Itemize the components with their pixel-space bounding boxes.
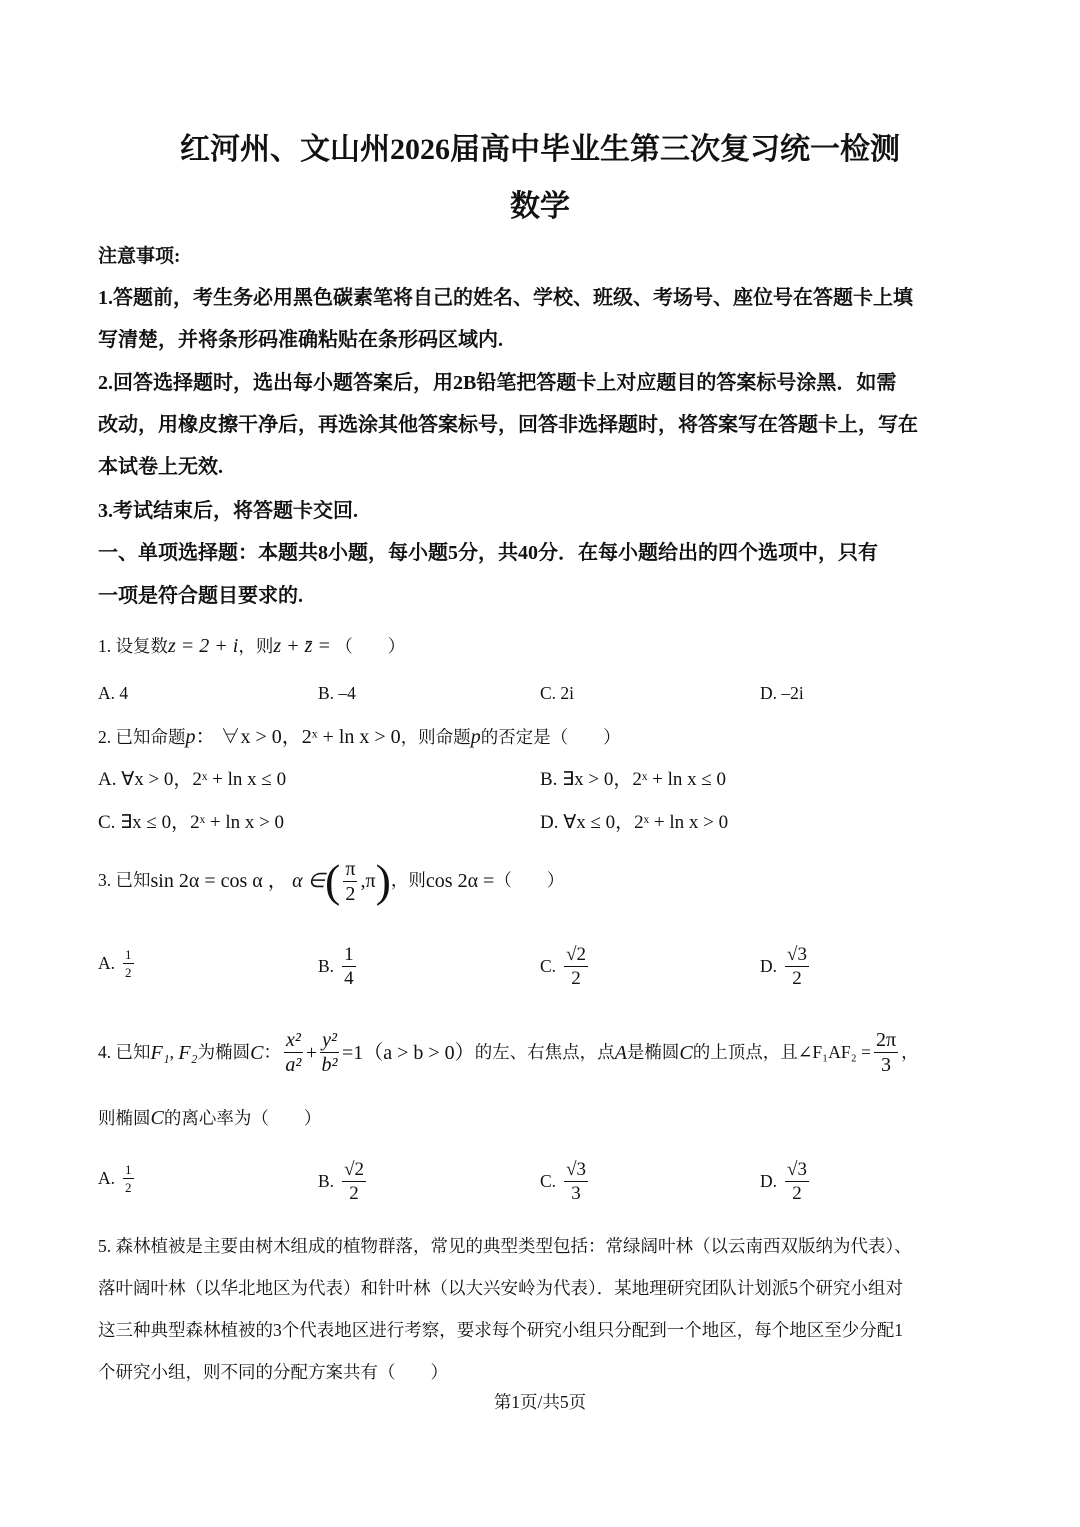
- answer-blank: （ ）: [494, 870, 565, 891]
- notice-line: 写清楚，并将条形码准确粘贴在条形码区域内.: [98, 329, 503, 351]
- fraction: [284, 1030, 303, 1075]
- denominator: 2: [792, 968, 802, 989]
- option-b: B. –4: [318, 683, 356, 703]
- fraction: [320, 1030, 339, 1075]
- comma: ，: [901, 1041, 919, 1062]
- question-5-line: 这三种典型森林植被的3个代表地区进行考察，要求每个研究小组只分配到一个地区，每个地区至少分配1: [98, 1320, 903, 1340]
- q4-text: 为椭圆: [197, 1041, 251, 1062]
- q2-statement: ： ∀x > 0，2ˣ + ln x > 0: [195, 726, 401, 748]
- numerator: 1: [125, 1162, 132, 1177]
- q4-c: C: [150, 1107, 164, 1129]
- q4-text: 是椭圆: [626, 1041, 680, 1062]
- q2-suffix: 的否定是（ ）: [480, 727, 621, 747]
- denominator: a²: [285, 1054, 302, 1076]
- option-c: [540, 1160, 591, 1203]
- q3-expr: sin 2α = cos α ，: [150, 870, 288, 892]
- numerator: 1: [344, 944, 354, 965]
- option-c: C. ∃x ≤ 0，2ˣ + ln x > 0: [98, 812, 285, 833]
- numerator: √3: [566, 1159, 586, 1180]
- option-d: [760, 945, 812, 988]
- denominator: 3: [571, 1183, 581, 1204]
- option-label: D.: [760, 955, 778, 976]
- option-d: D. ∀x ≤ 0，2ˣ + ln x > 0: [540, 812, 729, 833]
- numerator: √3: [787, 1159, 807, 1180]
- q2-p: p: [470, 726, 481, 748]
- option-a: A. 4: [98, 683, 129, 703]
- notice-line: 1.答题前，考生务必用黑色碳素笔将自己的姓名、学校、班级、考场号、座位号在答题卡上填: [98, 287, 913, 309]
- option-label: A.: [98, 1167, 116, 1188]
- q2-mid: ，则命题: [400, 727, 471, 747]
- option-label: D.: [760, 1170, 778, 1191]
- numerator: 2π: [875, 1029, 897, 1051]
- fraction: [564, 945, 588, 988]
- question-4-line2: [98, 1108, 321, 1128]
- fraction: [564, 1160, 588, 1203]
- q3-mid: ，则: [390, 870, 426, 891]
- q1-prefix: 1. 设复数: [98, 636, 168, 656]
- q4-f2: F₂: [178, 1041, 198, 1064]
- notice-line: 改动，用橡皮擦干净后，再选涂其他答案标号，回答非选择题时，将答案写在答题卡上，写在: [98, 414, 918, 436]
- numerator: x²: [285, 1029, 301, 1051]
- answer-blank: （ ）: [335, 636, 406, 656]
- q4-angle: 的上顶点，且∠F₁AF₂ =: [692, 1041, 871, 1062]
- option-label: C.: [540, 1170, 557, 1191]
- numerator: 1: [125, 947, 132, 962]
- option-c: [540, 945, 591, 988]
- denominator: 2: [571, 968, 581, 989]
- denominator: 2: [792, 1183, 802, 1204]
- denominator: b²: [321, 1054, 338, 1076]
- option-label: B.: [318, 955, 335, 976]
- numerator: √2: [344, 1159, 364, 1180]
- numerator: √3: [787, 944, 807, 965]
- q4-c: C: [679, 1041, 693, 1064]
- q3-expr3: cos 2α =: [425, 870, 495, 892]
- notice-heading: 注意事项:: [98, 246, 181, 267]
- question-5-line: 个研究小组，则不同的分配方案共有（ ）: [98, 1362, 448, 1382]
- denominator: 2: [349, 1183, 359, 1204]
- question-4: 4. 已知 F₁ , F₂ 为椭圆 C ： $\frac{\text{x²}}{\text{a²}}$ + $\frac{\text{y²}}{\text{b²}}$ =1（a > b > 0） 的左、右焦点，点 A 是椭圆 C 的上顶点，且∠F₁AF₂ = $\frac{2\pi}{3}$ ，: [98, 1029, 919, 1076]
- denominator: 3: [881, 1054, 892, 1076]
- numerator: π: [345, 857, 356, 880]
- fraction: [874, 1030, 898, 1075]
- fraction: [785, 1160, 809, 1203]
- q3-after: ,π: [360, 870, 376, 892]
- question-5-line: 落叶阔叶林（以华北地区为代表）和针叶林（以大兴安岭为代表）．某地理研究团队计划派5个研究小组对: [98, 1278, 903, 1298]
- page-footer: 第1页/共5页: [493, 1392, 587, 1412]
- fraction: [342, 1160, 366, 1203]
- q4-c: C: [250, 1041, 264, 1064]
- notice-line: 本试卷上无效.: [98, 456, 223, 478]
- option-a: A. ∀x > 0，2ˣ + ln x ≤ 0: [98, 769, 287, 790]
- question-1: [98, 636, 405, 656]
- option-c: C. 2i: [540, 683, 575, 703]
- option-label: A.: [98, 952, 116, 973]
- q3-prefix: 3. 已知: [98, 870, 151, 891]
- notice-line: 2.回答选择题时，选出每小题答案后，用2B铅笔把答题卡上对应题目的答案标号涂黑．如需: [98, 372, 897, 394]
- denominator: 2: [125, 1180, 132, 1195]
- q4-text: 的左、右焦点，点: [474, 1041, 615, 1062]
- q2-prefix: 2. 已知命题: [98, 727, 186, 747]
- section-heading: 一、单项选择题：本题共8小题，每小题5分，共40分．在每小题给出的四个选项中，只有: [98, 542, 878, 564]
- q4-text: 的离心率为（ ）: [163, 1108, 322, 1128]
- denominator: 2: [345, 882, 356, 905]
- q4-a: A: [614, 1041, 627, 1064]
- option-d: [760, 1160, 812, 1203]
- section-heading: 一项是符合题目要求的.: [98, 585, 303, 607]
- question-3: 3. 已知 sin 2α = cos α ， α ∈ ( $\frac{\pi}{2}$ ,π ) ，则 cos 2α = （ ）: [98, 855, 565, 906]
- q2-p: p: [185, 726, 196, 748]
- option-label: C.: [540, 955, 557, 976]
- q4-f1: F₁: [150, 1041, 170, 1064]
- option-label: B.: [318, 1170, 335, 1191]
- option-a: [98, 1163, 137, 1194]
- numerator: y²: [322, 1029, 337, 1051]
- subject-title: 数学: [510, 190, 570, 223]
- option-b: B. ∃x > 0，2ˣ + ln x ≤ 0: [540, 769, 727, 790]
- fraction: [343, 859, 357, 904]
- q1-expr: z = 2 + i: [168, 635, 239, 657]
- q1-expr2: z + z̄ =: [273, 635, 331, 657]
- q3-expr2: α ∈: [292, 870, 326, 892]
- exam-title: 红河州、文山州2026届高中毕业生第三次复习统一检测: [180, 133, 900, 166]
- option-a: [98, 948, 137, 979]
- option-b: [318, 945, 359, 988]
- q4-colon: ：: [263, 1041, 281, 1062]
- fraction: [785, 945, 809, 988]
- q4-prefix: 4. 已知: [98, 1041, 151, 1062]
- fraction: [123, 948, 134, 979]
- q4-eq: =1（a > b > 0）: [341, 1041, 475, 1064]
- plus: +: [305, 1041, 318, 1064]
- denominator: 4: [344, 968, 354, 989]
- denominator: 2: [125, 965, 132, 980]
- numerator: √2: [566, 944, 586, 965]
- q1-mid: ，则: [238, 636, 274, 656]
- fraction: [123, 1163, 134, 1194]
- option-b: [318, 1160, 369, 1203]
- question-5-line: 5. 森林植被是主要由树木组成的植物群落，常见的典型类型包括：常绿阔叶林（以云南西双版纳为代表）、: [98, 1236, 912, 1256]
- q4-text: 则椭圆: [98, 1108, 151, 1128]
- notice-line: 3.考试结束后，将答题卡交回.: [98, 500, 358, 522]
- fraction: [342, 945, 356, 988]
- question-2: [98, 727, 621, 747]
- option-d: D. –2i: [760, 683, 804, 703]
